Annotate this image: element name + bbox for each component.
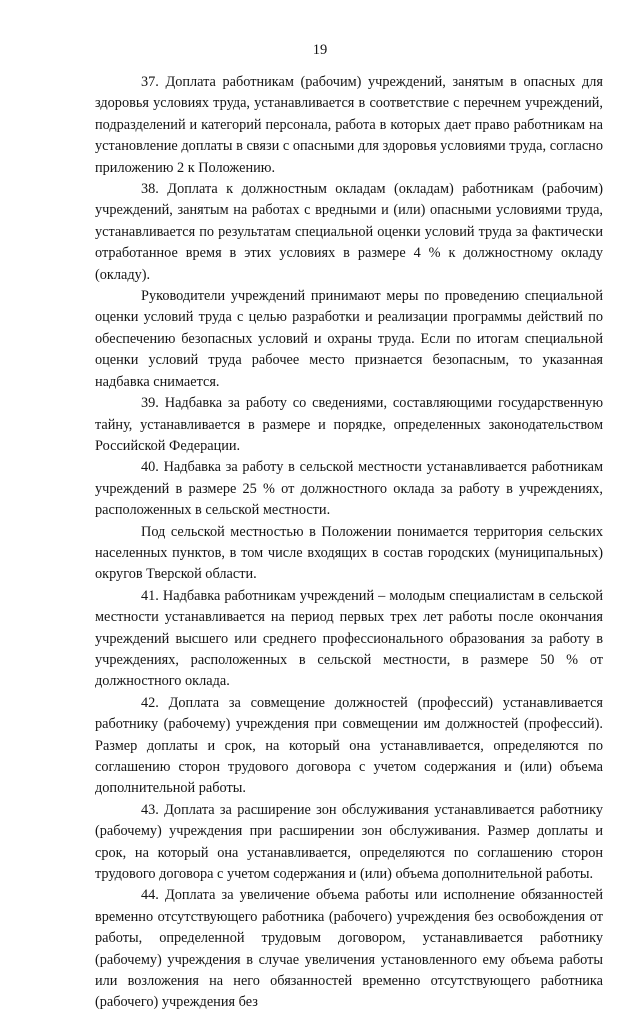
paragraph-43: 43. Доплата за расширение зон обслуживания устанавливается работнику (рабочему) учреждения при расширении зон обслуживания. Размер доплаты и срок, на который она устанавливается, определяются по соглашению сторон трудового договора с учетом содержания и (или) объема дополнительной работы. bbox=[95, 801, 603, 883]
paragraph-38: 38. Доплата к должностным окладам (окладам) работникам (рабочим) учреждений, занятым на работах с вредными и (или) опасными условиями труда, устанавливается по результатам специальной оценки условий труда за фактически отработанное время в этих условиях в размере 4 % к должностному окладу (окладу). bbox=[95, 181, 603, 283]
paragraph-38-heads: Руководители учреждений принимают меры по проведению специальной оценки условий труда с целью разработки и реализации программы действий по обеспечению безопасных условий и охраны труда. Если по итогам специальной оценки условий труда рабочее место признается безопасным, то указанная надбавка снимается. bbox=[95, 288, 603, 390]
paragraph-42: 42. Доплата за совмещение должностей (профессий) устанавливается работнику (рабочему) учреждения при совмещении им должностей (профессий). Размер доплаты и срок, на который она устанавливается, определяются по соглашению сторон трудового договора с учетом содержания и (или) объема дополнительной работы. bbox=[95, 694, 603, 797]
paragraph-40: 40. Надбавка за работу в сельской местности устанавливается работникам учреждений в размере 25 % от должностного оклада за работу в учреждениях, расположенных в сельской местности. bbox=[95, 459, 603, 519]
paragraph-44: 44. Доплата за увеличение объема работы или исполнение обязанностей временно отсутствующего работника (рабочего) учреждения без освобождения от работы, определенной трудовым договором, устанавливается работнику (рабочему) учреждения в случае увеличения установленного ему объема работы или возложения на него обязанностей временно отсутствующего работника (рабочего) учреждения без bbox=[95, 887, 603, 1011]
paragraph-40-definition: Под сельской местностью в Положении понимается территория сельских населенных пунктов, в том числе входящих в состав городских (муниципальных) округов Тверской области. bbox=[95, 523, 603, 583]
paragraph-37: 37. Доплата работникам (рабочим) учреждений, занятым в опасных для здоровья условиях труда, устанавливается в соответствие с перечнем учреждений, подразделений и категорий персонала, работа в которых дает право работникам на установление доплаты в связи с опасными для здоровья условиями труда, согласно приложению 2 к Положению. bbox=[95, 74, 603, 176]
page-number: 19 bbox=[312, 42, 328, 58]
paragraph-39: 39. Надбавка за работу со сведениями, составляющими государственную тайну, устанавливается в размере и порядке, определенных законодательством Российской Федерации. bbox=[95, 395, 603, 454]
paragraph-41: 41. Надбавка работникам учреждений – молодым специалистам в сельской местности устанавливается на период первых трех лет работы после окончания учреждений высшего или среднего профессионального образования за работу в учреждениях, расположенных в сельской местности, в размере 50 % от должностного оклада. bbox=[95, 587, 603, 690]
document-body bbox=[95, 72, 603, 1014]
